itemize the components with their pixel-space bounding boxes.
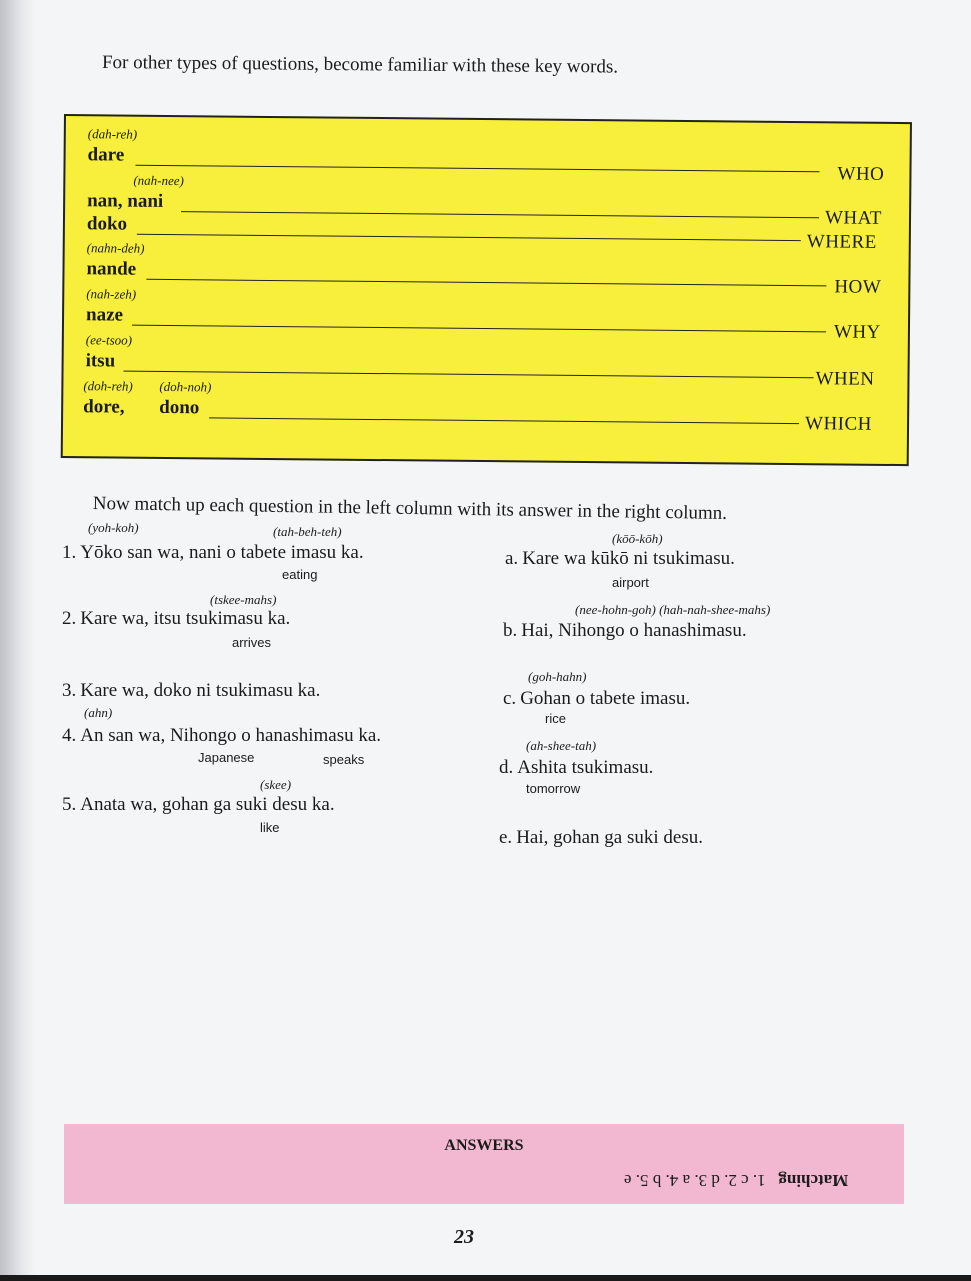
- binding-shadow: [0, 0, 36, 1281]
- question-1: 1. Yōko san wa, nani o tabete imasu ka.: [62, 542, 364, 563]
- pronunciation: (goh-hahn): [528, 669, 587, 684]
- pronunciation: (nah-zeh): [86, 286, 137, 302]
- japanese-word: doko: [86, 213, 128, 235]
- leader-line: [209, 417, 799, 424]
- key-words-box: [61, 114, 912, 466]
- gloss: tomorrow: [526, 781, 581, 796]
- pronunciation: (ah-shee-tah): [526, 738, 597, 753]
- pronunciation: (tskee-mahs): [210, 592, 277, 607]
- english-word: WHERE: [806, 231, 877, 253]
- page-edge: [0, 1275, 971, 1281]
- question-4: 4. An san wa, Nihongo o hanashimasu ka.: [62, 725, 382, 746]
- answers-key-upside-down: [624, 1170, 848, 1190]
- gloss: rice: [545, 711, 566, 726]
- leader-line: [132, 325, 826, 333]
- japanese-word: naze: [85, 304, 124, 326]
- intro-text: For other types of questions, become familiar with these key words.: [101, 52, 619, 78]
- pronunciation: (nee-hohn-goh) (hah-nah-shee-mahs): [575, 602, 771, 617]
- leader-line: [146, 279, 826, 287]
- english-word: WHEN: [815, 368, 875, 390]
- gloss: speaks: [323, 752, 365, 767]
- gloss: like: [260, 820, 280, 835]
- answers-key: 1. c 2. d 3. a 4. b 5. e: [624, 1171, 766, 1190]
- leader-line: [181, 211, 819, 218]
- japanese-word: dare: [87, 144, 125, 166]
- english-word: WHO: [837, 163, 885, 185]
- pronunciation: (yoh-koh): [88, 520, 139, 535]
- answer-c: c. Gohan o tabete imasu.: [503, 688, 691, 709]
- matching-instructions: Now match up each question in the left column with its answer in the right column.: [92, 493, 728, 524]
- question-2: 2. Kare wa, itsu tsukimasu ka.: [62, 608, 291, 629]
- japanese-word: dono: [159, 396, 200, 419]
- answer-b: b. Hai, Nihongo o hanashimasu.: [503, 620, 747, 641]
- pronunciation: (skee): [260, 777, 292, 792]
- question-5: 5. Anata wa, gohan ga suki desu ka.: [62, 794, 335, 815]
- pronunciation: (tah-beh-teh): [273, 524, 342, 539]
- pronunciation: (ahn): [84, 705, 113, 720]
- english-word: HOW: [834, 276, 882, 298]
- answer-d: d. Ashita tsukimasu.: [499, 757, 654, 778]
- japanese-word: nan, nani: [87, 190, 164, 212]
- answers-title: ANSWERS: [444, 1137, 524, 1154]
- pronunciation: (kōō-kōh): [612, 531, 663, 546]
- pronunciation: (doh-noh): [159, 378, 212, 395]
- gloss: eating: [282, 567, 318, 582]
- answer-e: e. Hai, gohan ga suki desu.: [499, 827, 703, 848]
- gloss: airport: [612, 575, 649, 590]
- answers-box: [64, 1124, 904, 1204]
- pronunciation: (doh-reh): [83, 378, 133, 394]
- japanese-word: itsu: [85, 350, 116, 372]
- leader-line: [137, 234, 801, 241]
- pronunciation: (ee-tsoo): [85, 332, 133, 348]
- pronunciation: (nah-nee): [133, 172, 184, 189]
- english-word: WHAT: [824, 207, 883, 229]
- leader-line: [136, 165, 820, 173]
- pronunciation: (nahn-deh): [86, 240, 145, 256]
- leader-line: [124, 371, 814, 379]
- japanese-word: nande: [86, 258, 137, 280]
- question-3: 3. Kare wa, doko ni tsukimasu ka.: [62, 680, 321, 701]
- page-number: 23: [454, 1226, 474, 1248]
- answer-a: a. Kare wa kūkō ni tsukimasu.: [505, 548, 735, 569]
- gloss: Japanese: [198, 750, 255, 765]
- english-word: WHICH: [804, 413, 873, 435]
- pronunciation: (dah-reh): [87, 126, 138, 142]
- english-word: WHY: [833, 321, 881, 343]
- japanese-word: dore,: [83, 396, 125, 418]
- gloss: arrives: [232, 635, 272, 650]
- answers-label: Matching: [778, 1171, 849, 1190]
